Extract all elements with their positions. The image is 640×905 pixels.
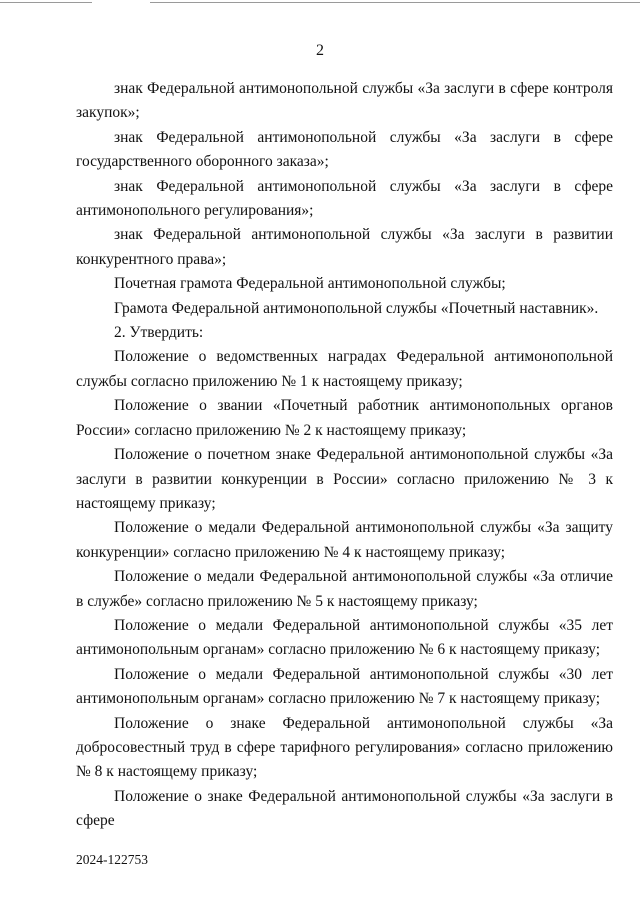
- paragraph: знак Федеральной антимонопольной службы «За заслуги в сфере антимонопольного регулирования»;: [76, 177, 613, 220]
- paragraph: Положение о медали Федеральной антимонопольной службы «30 лет антимонопольным органам» согласно приложению № 7 к настоящему приказу;: [76, 665, 613, 708]
- paragraph: Положение о медали Федеральной антимонопольной службы «За защиту конкуренции» согласно приложению № 4 к настоящему приказу;: [76, 519, 613, 561]
- paragraph: знак Федеральной антимонопольной службы «За заслуги в развитии конкурентного права»;: [76, 226, 613, 268]
- paragraph: знак Федеральной антимонопольной службы «За заслуги в сфере государственного оборонного заказа»;: [76, 128, 613, 171]
- paragraph: Положение о знаке Федеральной антимонопольной службы «За добросовестный труд в сфере тарифного регулирования» согласно приложению № 8 к настоящему приказу;: [76, 714, 613, 781]
- top-rule-right: [150, 2, 640, 3]
- top-rule-left: [0, 2, 92, 3]
- paragraph: Положение о медали Федеральной антимонопольной службы «За отличие в службе» согласно приложению № 5 к настоящему приказу;: [76, 568, 613, 610]
- paragraph: Положение о звании «Почетный работник антимонопольных органов России» согласно приложению № 2 к настоящему приказу;: [76, 397, 613, 439]
- paragraph: знак Федеральной антимонопольной службы «За заслуги в сфере контроля закупок»;: [76, 80, 613, 122]
- paragraph: Почетная грамота Федеральной антимонопольной службы;: [114, 275, 506, 293]
- document-number: 2024-122753: [76, 852, 148, 867]
- paragraph: Положение о ведомственных наградах Федеральной антимонопольной службы согласно приложению № 1 к настоящему приказу;: [76, 348, 613, 390]
- paragraph: Положение о медали Федеральной антимонопольной службы «35 лет антимонопольным органам» согласно приложению № 6 к настоящему приказу;: [76, 616, 613, 659]
- paragraph: Положение о почетном знаке Федеральной антимонопольной службы «За заслуги в развитии конкуренции в России» согласно приложению № 3 к настоящему приказу;: [76, 446, 613, 512]
- paragraph: Грамота Федеральной антимонопольной службы «Почетный наставник».: [114, 299, 599, 317]
- document-body: [76, 77, 613, 834]
- page-number: 2: [316, 42, 324, 59]
- section-heading: 2. Утвердить:: [114, 324, 204, 342]
- paragraph: Положение о знаке Федеральной антимонопольной службы «За заслуги в сфере: [76, 787, 613, 830]
